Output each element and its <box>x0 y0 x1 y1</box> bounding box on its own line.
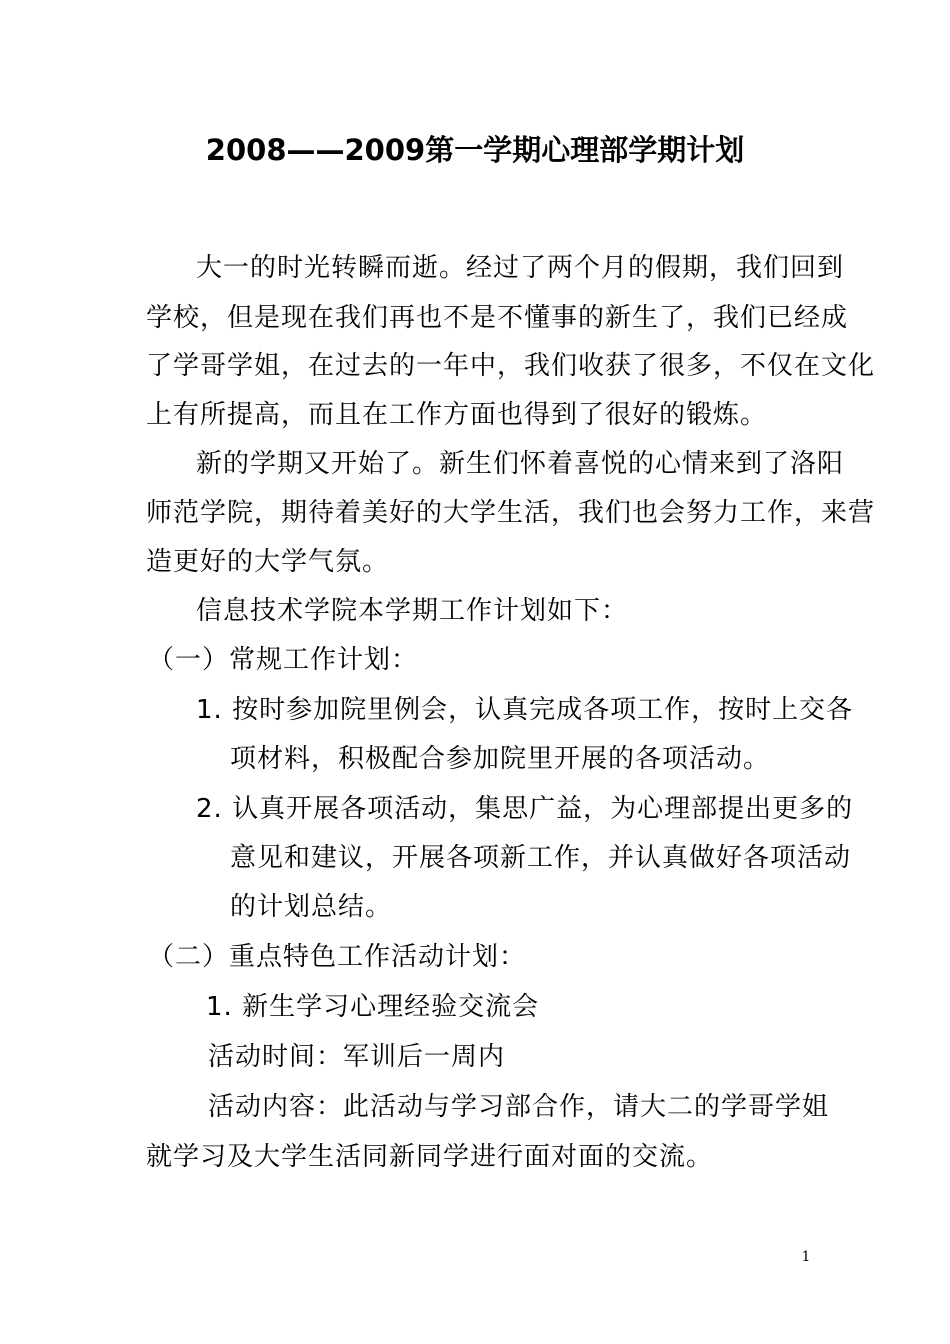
paragraph-line: 学校，但是现在我们再也不是不懂事的新生了，我们已经成 <box>146 303 849 333</box>
activity-title: 1. 新生学习心理经验交流会 <box>206 992 540 1022</box>
page-number: 1 <box>801 1249 811 1265</box>
paragraph-line: 师范学院，期待着美好的大学生活，我们也会努力工作，来营 <box>146 498 876 528</box>
list-item-line: 1. 按时参加院里例会，认真完成各项工作，按时上交各 <box>196 695 854 725</box>
activity-content-line: 活动内容：此活动与学习部合作，请大二的学哥学姐 <box>208 1092 830 1122</box>
paragraph-line: 大一的时光转瞬而逝。经过了两个月的假期，我们回到 <box>196 253 845 283</box>
paragraph-line: 造更好的大学气氛。 <box>146 547 390 577</box>
list-item-line: 意见和建议，开展各项新工作，并认真做好各项活动 <box>230 843 852 873</box>
list-item-line: 项材料，积极配合参加院里开展的各项活动。 <box>230 744 771 774</box>
paragraph-line: 了学哥学姐，在过去的一年中，我们收获了很多，不仅在文化 <box>146 351 876 381</box>
list-item-line: 的计划总结。 <box>230 892 393 922</box>
paragraph-line: 新的学期又开始了。新生们怀着喜悦的心情来到了洛阳 <box>196 449 845 479</box>
activity-time: 活动时间：军训后一周内 <box>208 1042 506 1072</box>
section-heading: （一）常规工作计划： <box>148 645 419 675</box>
document-title: 2008——2009第一学期心理部学期计划 <box>205 133 745 167</box>
intro-line: 信息技术学院本学期工作计划如下： <box>196 596 629 626</box>
activity-content-line: 就学习及大学生活同新同学进行面对面的交流。 <box>146 1142 714 1172</box>
paragraph-line: 上有所提高，而且在工作方面也得到了很好的锻炼。 <box>146 400 768 430</box>
section-heading: （二）重点特色工作活动计划： <box>148 942 527 972</box>
list-item-line: 2. 认真开展各项活动，集思广益，为心理部提出更多的 <box>196 794 854 824</box>
